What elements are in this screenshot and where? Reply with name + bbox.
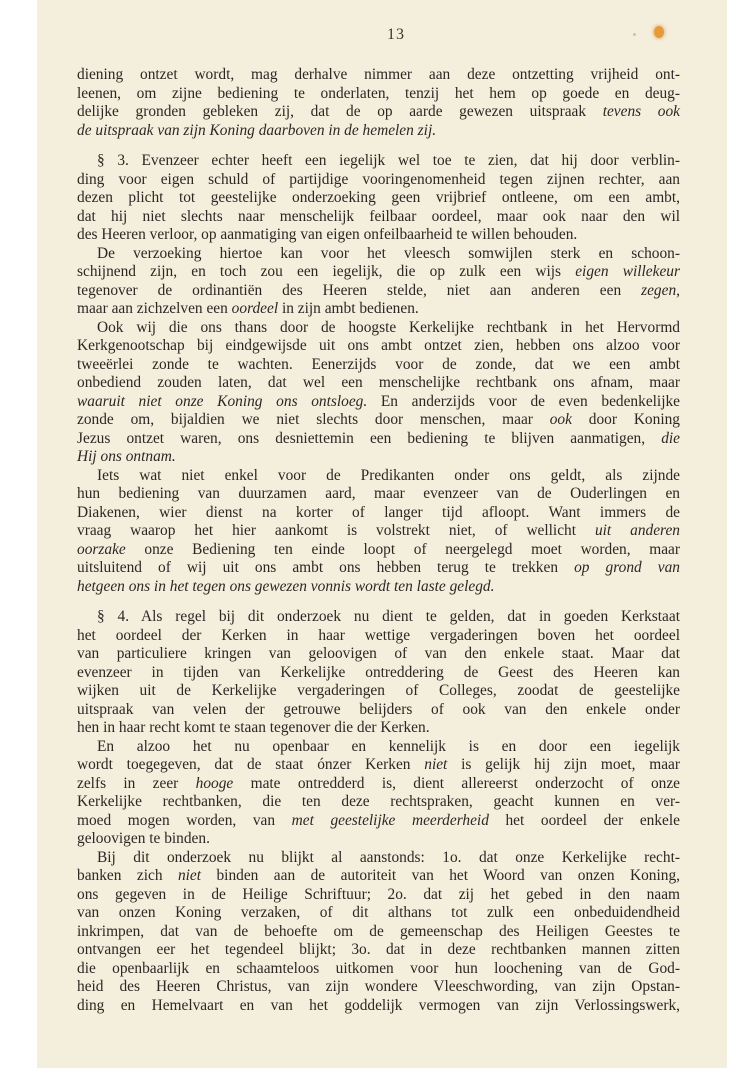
italic-text: Hij ons ontnam. <box>77 448 176 465</box>
text-run: maar aan zichzelven een <box>77 300 232 317</box>
text-run: hen in haar recht komt te staan tegenover die der Kerken. <box>77 719 430 736</box>
italic-text: met geestelijke meerderheid <box>291 811 489 829</box>
text-run: Jezus ontzet waren, ons desniettemin een bediening te blijven aanmatigen, <box>77 429 662 447</box>
text-line <box>77 504 680 523</box>
dust-speck <box>633 33 636 36</box>
text-line <box>77 448 680 467</box>
text-line <box>77 960 680 979</box>
paragraph <box>77 245 680 319</box>
text-line <box>77 886 680 905</box>
text-line <box>77 608 680 627</box>
italic-text: de uitspraak van zijn Koning daarboven in de hemelen zij. <box>77 121 437 139</box>
text-line <box>77 374 680 393</box>
text-run: door Koning <box>571 411 680 428</box>
text-run: ontvangen eer het tegendeel blijkt; 3o. dat in deze rechtbanken mannen zitten <box>77 941 680 958</box>
italic-text: oorzake <box>77 540 126 558</box>
text-line <box>77 541 680 560</box>
italic-text: hetgeen ons in het tegen ons gewezen vonnis wordt ten laste gelegd. <box>77 577 495 595</box>
text-line <box>77 997 680 1016</box>
text-line <box>77 430 680 449</box>
text-line <box>77 208 680 227</box>
text-run: geloovigen te binden. <box>77 830 210 847</box>
text-run: tweeërlei zonde te wachten. Eenerzijds voor de zonde, dat we een ambt <box>77 355 680 373</box>
text-run: Kerkelijke rechtbanken, die ten deze rechtspraken, geacht kunnen en ver- <box>77 793 680 810</box>
text-run: leenen, om zijne bediening te onderlaten, tenzij het hem op goede en deug- <box>77 84 680 102</box>
text-run: De verzoeking hiertoe kan voor het vleesch somwijlen sterk en schoon- <box>97 244 680 262</box>
text-run: heid des Heeren Christus, van zijn wondere Vleeschwording, van zijn Opstan- <box>77 978 680 995</box>
text-run: En alzoo het nu openbaar en kennelijk is en door een iegelijk <box>97 737 680 755</box>
text-line <box>77 411 680 430</box>
text-run: dezen plicht tot geestelijke onderzoeking geen vrijbrief ontleene, om een ambt, <box>77 189 680 206</box>
text-run: wordt toegegeven, dat de staat ónzer Kerken <box>77 756 425 773</box>
text-run: zelfs in zeer <box>77 774 196 792</box>
text-run: Bij dit onderzoek nu blijkt al aanstonds: 1o. dat onze Kerkelijke recht- <box>97 848 680 866</box>
italic-text: die <box>661 429 680 447</box>
italic-text: tevens ook <box>602 103 680 120</box>
text-run: Ook wij die ons thans door de hoogste Kerkelijke rechtbank in het Hervormd <box>97 318 680 336</box>
scanned-page <box>37 0 727 1068</box>
text-line <box>77 849 680 868</box>
text-line <box>77 682 680 701</box>
text-line <box>77 522 680 541</box>
paragraph-gap <box>77 140 680 152</box>
paragraph-gap <box>77 596 680 608</box>
text-line <box>77 978 680 997</box>
stain-mark <box>654 26 664 38</box>
text-line <box>77 645 680 664</box>
text-line <box>77 923 680 942</box>
italic-text: niet <box>424 756 448 773</box>
text-line <box>77 467 680 486</box>
paragraph <box>77 738 680 849</box>
text-run: in zijn ambt bedienen. <box>278 300 419 317</box>
paragraph <box>77 467 680 597</box>
text-line <box>77 830 680 849</box>
text-run: die openbaarlijk en schaamteloos uitkomen voor hun loochening van de God- <box>77 959 680 977</box>
paragraph <box>77 849 680 1016</box>
text-run: mate ontredderd is, dient allereerst onderzocht of onze <box>233 774 680 792</box>
text-run: is gelijk hij zijn moet, maar <box>447 756 680 773</box>
text-line <box>77 122 680 141</box>
text-run: § 4. Als regel bij dit onderzoek nu dient te gelden, dat in goeden Kerkstaat <box>97 608 680 625</box>
paragraph <box>77 66 680 140</box>
text-run: § 3. Evenzeer echter heeft een iegelijk wel toe te zien, dat hij door verblin- <box>97 152 680 169</box>
text-line <box>77 738 680 757</box>
text-run: ding en Hemelvaart en van het goddelijk vermogen van zijn Verlossingswerk, <box>77 996 680 1014</box>
text-run: ding voor eigen schuld of partijdige vooringenomenheid tegen zijnen rechter, aan <box>77 170 680 188</box>
text-line <box>77 226 680 245</box>
text-run: het oordeel der Kerken in haar wettige vergaderingen boven het oordeel <box>77 626 680 644</box>
text-run: Kerkgenootschap bij eindgewijsde uit ons ambt ontzet zien, hebben ons alzoo voor <box>77 337 680 354</box>
italic-text: op grond van <box>574 559 680 576</box>
text-run: schijnend zijn, en toch zou een iegelijk, die op zulk een wijs <box>77 263 576 280</box>
text-line <box>77 904 680 923</box>
italic-text: uit anderen <box>594 522 680 539</box>
text-run: Iets wat niet enkel voor de Predikanten onder ons geldt, als zijnde <box>97 466 680 484</box>
text-run: onze Bediening ten einde loopt of neergelegd moet worden, maar <box>125 540 680 558</box>
text-run: diening ontzet wordt, mag derhalve nimmer aan deze ontzetting vrijheid ont- <box>77 66 680 83</box>
text-line <box>77 559 680 578</box>
text-run: binden aan de autoriteit van het Woord van onzen Koning, <box>201 867 680 884</box>
italic-text: eigen willekeur <box>575 263 680 280</box>
text-line <box>77 263 680 282</box>
text-run: het oordeel der enkele <box>488 811 680 829</box>
text-run: uitspraak van velen der getrouwe belijders of ook van den enkele onder <box>77 700 680 718</box>
text-line <box>77 282 680 301</box>
text-run: wijken uit de Kerkelijke vergaderingen of Colleges, zoodat de geestelijke <box>77 682 680 699</box>
paragraph <box>77 152 680 245</box>
italic-text: hooge <box>195 774 234 792</box>
text-line <box>77 812 680 831</box>
text-run: moed mogen worden, van <box>77 811 292 829</box>
text-run: tegenover de ordinantiën des Heeren stelde, niet aan anderen een <box>77 281 642 299</box>
text-line <box>77 756 680 775</box>
text-line <box>77 719 680 738</box>
text-run: dat hij niet slechts naar menschelijk feilbaar oordeel, maar ook naar den wil <box>77 207 680 225</box>
italic-text: oordeel <box>231 300 279 317</box>
body-text <box>77 66 680 1015</box>
text-run: Diakenen, wier dienst na korter of langer tijd afloopt. Want immers de <box>77 503 680 521</box>
text-line <box>77 300 680 319</box>
text-line <box>77 941 680 960</box>
italic-text: niet <box>177 867 202 884</box>
text-line <box>77 578 680 597</box>
text-line <box>77 701 680 720</box>
text-line <box>77 393 680 412</box>
text-run: ons gegeven in de Heilige Schriftuur; 2o. dat zij het gebed in den naam <box>77 885 680 903</box>
text-run: hun bediening van duurzamen aard, maar evenzeer van de Ouderlingen en <box>77 485 680 502</box>
text-line <box>77 189 680 208</box>
paragraph <box>77 319 680 467</box>
text-line <box>77 775 680 794</box>
text-run: onbediend zouden laten, dat wel een menschelijke rechtbank ons afnam, maar <box>77 374 680 391</box>
text-run: uitsluitend of wij uit ons ambt ons hebben terug te trekken <box>77 559 575 576</box>
text-run: zonde om, bijaldien we niet slechts door menschen, maar <box>77 411 550 428</box>
text-run: des Heeren verloor, op aanmatiging van eigen onfeilbaarheid te willen behouden. <box>77 226 578 243</box>
text-line <box>77 485 680 504</box>
text-line <box>77 319 680 338</box>
text-line <box>77 152 680 171</box>
text-line <box>77 793 680 812</box>
text-run: En anderzijds voor de even bedenkelijke <box>367 392 680 410</box>
paragraph <box>77 608 680 738</box>
text-run: inkrimpen, dat van de behoefte om de gemeenschap des Heiligen Geestes te <box>77 922 680 940</box>
text-run: evenzeer in tijden van Kerkelijke ontreddering de Geest des Heeren kan <box>77 663 680 681</box>
text-line <box>77 171 680 190</box>
text-line <box>77 337 680 356</box>
text-line <box>77 664 680 683</box>
italic-text: waaruit niet onze Koning ons ontsloeg. <box>77 392 368 410</box>
text-line <box>77 356 680 375</box>
italic-text: zegen, <box>641 281 680 299</box>
text-line <box>77 627 680 646</box>
text-line <box>77 103 680 122</box>
italic-text: ook <box>549 411 572 428</box>
text-run: vraag waarop het hier aankomt is volstrekt niet, of wellicht <box>77 522 595 539</box>
text-line <box>77 66 680 85</box>
text-line <box>77 245 680 264</box>
text-run: van onzen Koning verzaken, of dit althans tot zulk een onbeduidendheid <box>77 904 680 921</box>
text-line <box>77 85 680 104</box>
text-run: van particuliere kringen van geloovigen of van den enkele staat. Maar dat <box>77 645 680 662</box>
text-line <box>77 867 680 886</box>
page-number: 13 <box>387 26 405 43</box>
text-run: banken zich <box>77 867 178 884</box>
text-run: delijke gronden gebleken zij, dat de op aarde gewezen uitspraak <box>77 103 603 120</box>
